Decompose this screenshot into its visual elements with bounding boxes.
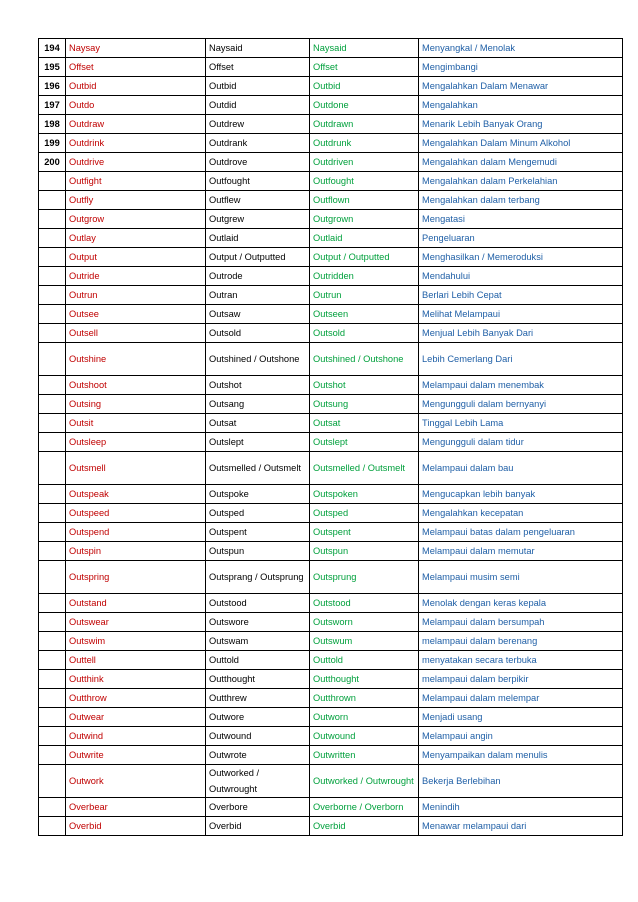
verb-meaning-cell: menyatakan secara terbuka [419,651,623,670]
verb-base-cell: Overbear [66,798,206,817]
verb-number-cell [39,248,66,267]
verb-number-cell: 199 [39,134,66,153]
verb-participle-cell: Outthought [310,670,419,689]
verb-past-cell: Outbid [206,77,310,96]
table-row [39,134,623,153]
verb-meaning-cell: Pengeluaran [419,229,623,248]
verb-participle-cell: Overborne / Overborn [310,798,419,817]
verb-past-cell: Outsprang / Outsprung [206,561,310,594]
verb-participle-cell: Outsmelled / Outsmelt [310,452,419,485]
table-row [39,39,623,58]
verb-base-cell: Naysay [66,39,206,58]
table-row [39,594,623,613]
verb-number-cell [39,376,66,395]
table-row [39,343,623,376]
verb-number-cell: 196 [39,77,66,96]
verb-base-cell: Outlay [66,229,206,248]
verb-past-cell: Outdrew [206,115,310,134]
verb-participle-cell: Outthrown [310,689,419,708]
verb-base-cell: Outdo [66,96,206,115]
verb-past-cell: Overbore [206,798,310,817]
verb-past-cell: Outsaw [206,305,310,324]
verb-participle-cell: Outwound [310,727,419,746]
verb-participle-cell: Outdrunk [310,134,419,153]
verb-base-cell: Outsell [66,324,206,343]
verb-participle-cell: Outseen [310,305,419,324]
verb-number-cell [39,594,66,613]
table-row [39,376,623,395]
verb-participle-cell: Outswum [310,632,419,651]
table-row [39,632,623,651]
verb-number-cell: 200 [39,153,66,172]
verb-participle-cell: Outsold [310,324,419,343]
verb-base-cell: Outdrive [66,153,206,172]
verb-base-cell: Outrun [66,286,206,305]
verb-base-cell: Outwear [66,708,206,727]
table-row [39,727,623,746]
verb-base-cell: Outfly [66,191,206,210]
verb-participle-cell: Outbid [310,77,419,96]
verb-participle-cell: Outspent [310,523,419,542]
verb-base-cell: Outtell [66,651,206,670]
verb-participle-cell: Outsworn [310,613,419,632]
verb-past-cell: Outwore [206,708,310,727]
verb-base-cell: Outstand [66,594,206,613]
verb-past-cell: Outstood [206,594,310,613]
verb-base-cell: Outsmell [66,452,206,485]
verb-base-cell: Outsee [66,305,206,324]
verb-past-cell: Outslept [206,433,310,452]
verb-participle-cell: Output / Outputted [310,248,419,267]
verb-participle-cell: Outspun [310,542,419,561]
verb-meaning-cell: Mengalahkan dalam terbang [419,191,623,210]
table-row [39,229,623,248]
table-row [39,523,623,542]
verb-past-cell: Outthrew [206,689,310,708]
verb-base-cell: Outwind [66,727,206,746]
verb-participle-cell: Outworked / Outwrought [310,765,419,798]
verb-past-cell: Outspoke [206,485,310,504]
verb-number-cell [39,651,66,670]
verb-participle-cell: Outsprung [310,561,419,594]
verb-meaning-cell: Mengucapkan lebih banyak [419,485,623,504]
verb-past-cell: Outsat [206,414,310,433]
verb-meaning-cell: melampaui dalam berpikir [419,670,623,689]
verb-meaning-cell: Tinggal Lebih Lama [419,414,623,433]
verb-participle-cell: Outslept [310,433,419,452]
verb-meaning-cell: Mengalahkan kecepatan [419,504,623,523]
table-row [39,210,623,229]
verb-past-cell: Outsang [206,395,310,414]
verb-base-cell: Outsing [66,395,206,414]
verb-number-cell [39,670,66,689]
verb-base-cell: Outride [66,267,206,286]
verb-number-cell [39,689,66,708]
table-row [39,96,623,115]
verb-number-cell [39,542,66,561]
verb-past-cell: Outfought [206,172,310,191]
verb-participle-cell: Outfought [310,172,419,191]
verb-meaning-cell: Menawar melampaui dari [419,817,623,836]
verb-number-cell [39,267,66,286]
verb-participle-cell: Outridden [310,267,419,286]
verb-past-cell: Outrode [206,267,310,286]
verb-past-cell: Outsped [206,504,310,523]
verb-base-cell: Outspeak [66,485,206,504]
table-row [39,58,623,77]
verb-participle-cell: Naysaid [310,39,419,58]
table-row [39,708,623,727]
verb-past-cell: Outworked / Outwrought [206,765,310,798]
verb-meaning-cell: Mengalahkan dalam Perkelahian [419,172,623,191]
verb-past-cell: Outdid [206,96,310,115]
verb-participle-cell: Outlaid [310,229,419,248]
table-row [39,172,623,191]
verb-number-cell [39,727,66,746]
table-row [39,817,623,836]
verb-participle-cell: Outsat [310,414,419,433]
verb-number-cell: 195 [39,58,66,77]
verb-participle-cell: Outspoken [310,485,419,504]
table-row [39,452,623,485]
verb-meaning-cell: Menjual Lebih Banyak Dari [419,324,623,343]
verb-number-cell [39,765,66,798]
verb-number-cell [39,817,66,836]
verb-number-cell [39,746,66,765]
verb-participle-cell: Outgrown [310,210,419,229]
verb-past-cell: Outlaid [206,229,310,248]
verb-number-cell [39,286,66,305]
verb-meaning-cell: Melampaui dalam bersumpah [419,613,623,632]
verb-participle-cell: Outdriven [310,153,419,172]
verb-base-cell: Outthink [66,670,206,689]
verb-past-cell: Outswore [206,613,310,632]
verb-past-cell: Outshined / Outshone [206,343,310,376]
verb-number-cell [39,632,66,651]
verb-number-cell [39,504,66,523]
verb-meaning-cell: Melampaui dalam menembak [419,376,623,395]
verb-number-cell [39,452,66,485]
table-row [39,613,623,632]
verb-participle-cell: Outflown [310,191,419,210]
verb-participle-cell: Outsped [310,504,419,523]
verb-past-cell: Outwrote [206,746,310,765]
verb-participle-cell: Outdone [310,96,419,115]
table-row [39,561,623,594]
verb-base-cell: Outswear [66,613,206,632]
verb-past-cell: Offset [206,58,310,77]
verb-meaning-cell: Mengalahkan Dalam Minum Alkohol [419,134,623,153]
table-row [39,414,623,433]
verb-past-cell: Naysaid [206,39,310,58]
verb-past-cell: Outflew [206,191,310,210]
verb-meaning-cell: Menarik Lebih Banyak Orang [419,115,623,134]
verb-meaning-cell: Menolak dengan keras kepala [419,594,623,613]
verb-meaning-cell: Melampaui batas dalam pengeluaran [419,523,623,542]
verb-past-cell: Output / Outputted [206,248,310,267]
verb-participle-cell: Outshined / Outshone [310,343,419,376]
verb-base-cell: Outthrow [66,689,206,708]
verb-meaning-cell: Melampaui dalam melempar [419,689,623,708]
verb-past-cell: Outspent [206,523,310,542]
verb-participle-cell: Outwritten [310,746,419,765]
verb-base-cell: Outwork [66,765,206,798]
verb-participle-cell: Offset [310,58,419,77]
table-row [39,77,623,96]
verb-meaning-cell: Melampaui musim semi [419,561,623,594]
verb-participle-cell: Outshot [310,376,419,395]
verb-base-cell: Outswim [66,632,206,651]
verb-number-cell: 194 [39,39,66,58]
verb-past-cell: Outdrank [206,134,310,153]
verb-number-cell [39,172,66,191]
verb-past-cell: Outwound [206,727,310,746]
verb-meaning-cell: Lebih Cemerlang Dari [419,343,623,376]
verb-past-cell: Outswam [206,632,310,651]
table-row [39,670,623,689]
verb-participle-cell: Outtold [310,651,419,670]
table-row [39,248,623,267]
verb-base-cell: Outspeed [66,504,206,523]
verb-past-cell: Outran [206,286,310,305]
verb-number-cell: 197 [39,96,66,115]
verb-meaning-cell: Menindih [419,798,623,817]
verb-meaning-cell: Mengungguli dalam bernyanyi [419,395,623,414]
verb-base-cell: Outgrow [66,210,206,229]
verb-meaning-cell: melampaui dalam berenang [419,632,623,651]
verb-past-cell: Overbid [206,817,310,836]
table-row [39,651,623,670]
verb-meaning-cell: Mengalahkan dalam Mengemudi [419,153,623,172]
verb-participle-cell: Outrun [310,286,419,305]
verb-meaning-cell: Mendahului [419,267,623,286]
verb-participle-cell: Outstood [310,594,419,613]
table-row [39,542,623,561]
verb-meaning-cell: Menyangkal / Menolak [419,39,623,58]
verb-meaning-cell: Melampaui dalam bau [419,452,623,485]
verb-number-cell [39,229,66,248]
verb-base-cell: Outspend [66,523,206,542]
table-row [39,485,623,504]
verb-base-cell: Outsit [66,414,206,433]
verb-participle-cell: Outdrawn [310,115,419,134]
verb-number-cell [39,561,66,594]
verb-meaning-cell: Mengimbangi [419,58,623,77]
table-row [39,153,623,172]
verb-base-cell: Outspring [66,561,206,594]
verb-base-cell: Outbid [66,77,206,96]
verb-number-cell [39,210,66,229]
verb-base-cell: Output [66,248,206,267]
verb-base-cell: Outdraw [66,115,206,134]
verb-number-cell: 198 [39,115,66,134]
verb-past-cell: Outspun [206,542,310,561]
verb-number-cell [39,395,66,414]
table-row [39,765,623,798]
verb-number-cell [39,433,66,452]
verb-meaning-cell: Mengungguli dalam tidur [419,433,623,452]
verb-meaning-cell: Melampaui dalam memutar [419,542,623,561]
verb-meaning-cell: Mengalahkan [419,96,623,115]
verb-number-cell [39,798,66,817]
verb-number-cell [39,343,66,376]
verb-meaning-cell: Mengalahkan Dalam Menawar [419,77,623,96]
verb-base-cell: Outfight [66,172,206,191]
table-row [39,324,623,343]
verb-past-cell: Outshot [206,376,310,395]
table-row [39,286,623,305]
verb-base-cell: Outspin [66,542,206,561]
verb-number-cell [39,305,66,324]
verb-past-cell: Outtold [206,651,310,670]
verb-base-cell: Outshine [66,343,206,376]
table-row [39,395,623,414]
verb-number-cell [39,485,66,504]
table-row [39,191,623,210]
table-row [39,504,623,523]
verb-number-cell [39,191,66,210]
verb-meaning-cell: Melampaui angin [419,727,623,746]
table-row [39,689,623,708]
verb-number-cell [39,708,66,727]
table-row [39,433,623,452]
verb-past-cell: Outthought [206,670,310,689]
verb-past-cell: Outdrove [206,153,310,172]
verb-meaning-cell: Menjadi usang [419,708,623,727]
verb-table-sheet [38,38,622,836]
verb-participle-cell: Outworn [310,708,419,727]
verb-number-cell [39,613,66,632]
table-row [39,798,623,817]
table-row [39,746,623,765]
verb-meaning-cell: Bekerja Berlebihan [419,765,623,798]
verb-number-cell [39,324,66,343]
verb-participle-cell: Outsung [310,395,419,414]
verb-past-cell: Outsmelled / Outsmelt [206,452,310,485]
verb-base-cell: Outdrink [66,134,206,153]
verb-base-cell: Outwrite [66,746,206,765]
verb-base-cell: Overbid [66,817,206,836]
verb-table-body [39,39,623,836]
verb-meaning-cell: Mengatasi [419,210,623,229]
table-row [39,115,623,134]
verb-meaning-cell: Melihat Melampaui [419,305,623,324]
verb-meaning-cell: Berlari Lebih Cepat [419,286,623,305]
verb-participle-cell: Overbid [310,817,419,836]
verb-past-cell: Outsold [206,324,310,343]
verb-base-cell: Outsleep [66,433,206,452]
irregular-verbs-table [38,38,623,836]
verb-number-cell [39,523,66,542]
table-row [39,267,623,286]
verb-number-cell [39,414,66,433]
verb-meaning-cell: Menyampaikan dalam menulis [419,746,623,765]
verb-base-cell: Offset [66,58,206,77]
table-row [39,305,623,324]
verb-past-cell: Outgrew [206,210,310,229]
verb-meaning-cell: Menghasilkan / Memeroduksi [419,248,623,267]
verb-base-cell: Outshoot [66,376,206,395]
